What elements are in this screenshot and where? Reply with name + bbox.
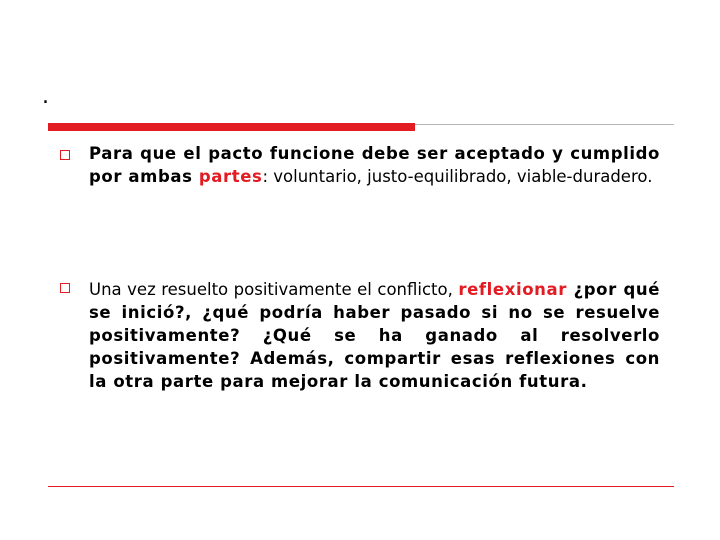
bullet-paragraph-1	[89, 142, 660, 188]
bullet-1-lead-text: Para que el pacto funcione debe ser aceptado y cumplido por ambas	[89, 144, 660, 186]
slide-title: .	[42, 84, 49, 109]
bullet-1-emphasis: partes	[198, 167, 263, 186]
square-bullet-icon	[60, 283, 70, 293]
bullet-2-emphasis: reflexionar	[458, 280, 567, 299]
bullet-1-rest-text: : voluntario, justo-equilibrado, viable-duradero.	[262, 167, 653, 186]
square-bullet-icon	[60, 150, 70, 160]
bullet-paragraph-2	[89, 278, 660, 393]
title-divider-accent	[48, 123, 415, 131]
bullet-2-lead-text: Una vez resuelto positivamente el conflicto,	[89, 280, 459, 299]
bullet-2-rest-text: ¿por qué se inició?, ¿qué podría haber pasado si no se resuelve positivamente? ¿Qué se ha ganado al resolverlo positivamente? Además, compartir esas reflexiones con la otra parte para mejorar la comunicación futura.	[89, 280, 660, 391]
bottom-divider	[48, 486, 674, 487]
